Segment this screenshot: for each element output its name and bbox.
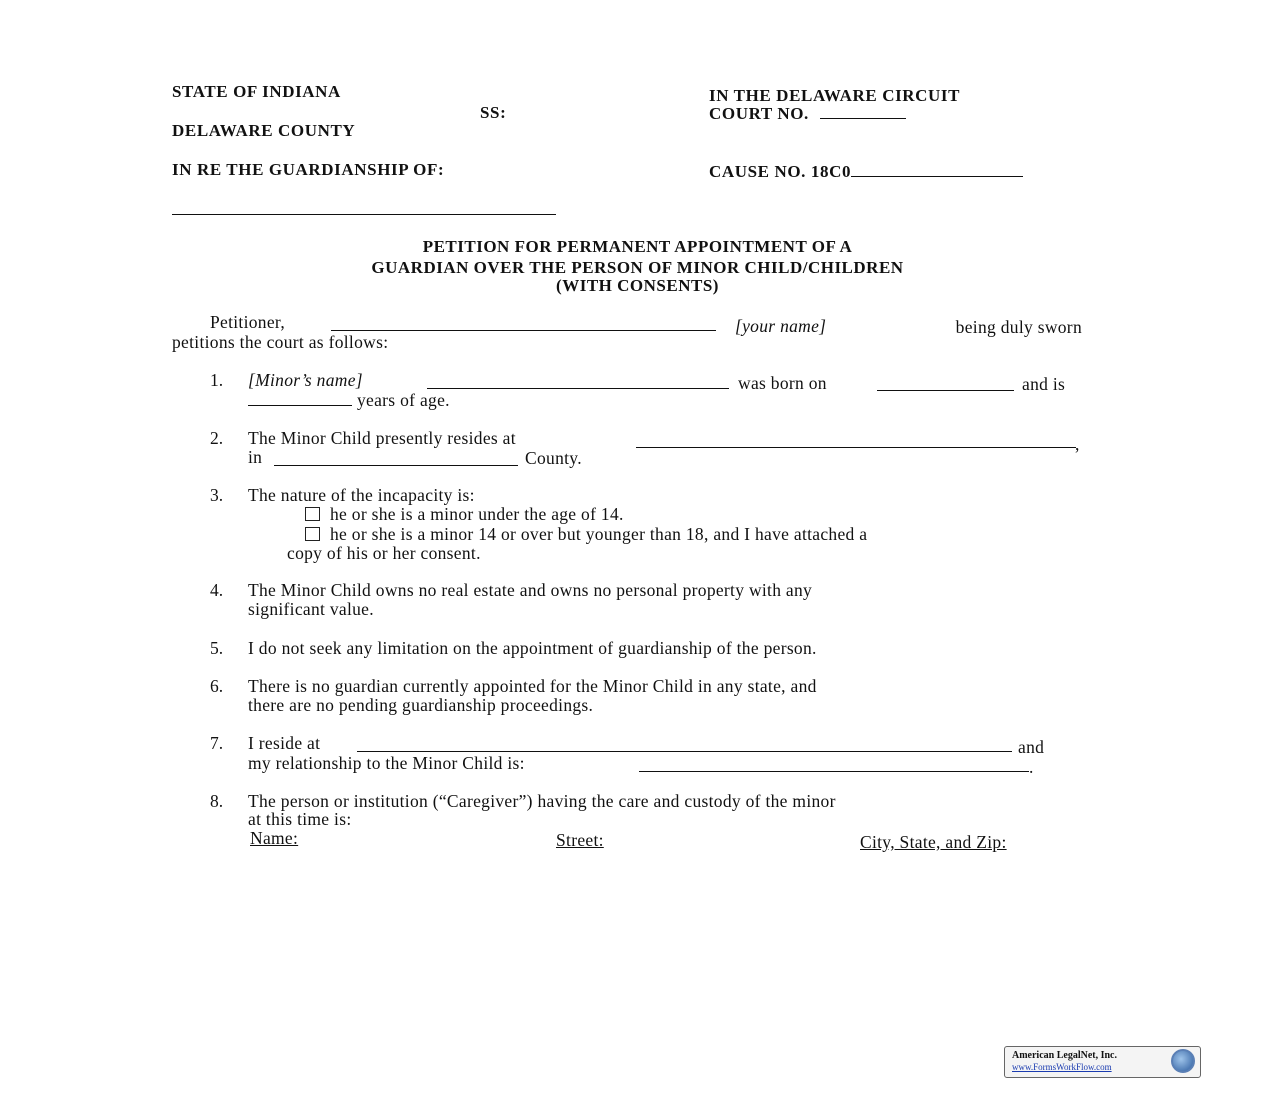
- item6-line1: There is no guardian currently appointed for the Minor Child in any state, and: [248, 676, 817, 696]
- american-legalnet-logo[interactable]: [1004, 1046, 1201, 1078]
- petitioner-address-field[interactable]: [357, 751, 1012, 752]
- guardianship-label: IN RE THE GUARDIANSHIP OF:: [172, 160, 445, 179]
- and-is-text: and is: [1022, 374, 1066, 394]
- doc-title-line1: PETITION FOR PERMANENT APPOINTMENT OF A: [422, 237, 853, 256]
- under-14-checkbox[interactable]: [305, 507, 320, 521]
- relationship-field[interactable]: [639, 771, 1029, 772]
- relationship-period: .: [1029, 757, 1034, 777]
- item2-number: 2.: [210, 428, 224, 448]
- court-number-field[interactable]: [820, 104, 906, 119]
- court-label: IN THE DELAWARE CIRCUIT: [709, 86, 961, 105]
- option-under-14: he or she is a minor under the age of 14.: [305, 504, 624, 525]
- item3-number: 3.: [210, 485, 224, 505]
- option-14-to-18: he or she is a minor 14 or over but younger than 18, and I have attached a: [305, 524, 867, 545]
- birth-date-field[interactable]: [877, 390, 1014, 391]
- petitioner-label: Petitioner,: [210, 312, 286, 332]
- incapacity-text: The nature of the incapacity is:: [248, 485, 475, 505]
- item8-number: 8.: [210, 791, 224, 811]
- consent-text: copy of his or her consent.: [287, 543, 481, 563]
- county-text: County.: [525, 448, 582, 468]
- county-label: DELAWARE COUNTY: [172, 121, 356, 140]
- court-number-label: COURT NO.: [709, 104, 906, 124]
- item6-line2: there are no pending guardianship proceedings.: [248, 695, 594, 715]
- and-text: and: [1018, 737, 1045, 757]
- petitioner-name-field[interactable]: [331, 330, 716, 331]
- reside-at-text: I reside at: [248, 733, 321, 753]
- age-field[interactable]: [248, 405, 352, 406]
- state-label: STATE OF INDIANA: [172, 82, 341, 101]
- residence-address-field[interactable]: [636, 447, 1076, 448]
- caregiver-city-header: City, State, and Zip:: [860, 832, 1007, 852]
- intro-line2: petitions the court as follows:: [172, 332, 389, 352]
- doc-title-line3: (WITH CONSENTS): [556, 276, 719, 295]
- cause-number-label: CAUSE NO. 18C0: [709, 162, 1023, 182]
- resides-at-text: The Minor Child presently resides at: [248, 428, 516, 448]
- item7-number: 7.: [210, 733, 224, 753]
- item5-line1: I do not seek any limitation on the appointment of guardianship of the person.: [248, 638, 817, 658]
- guardianship-name-field[interactable]: [172, 214, 556, 215]
- county-field[interactable]: [274, 465, 518, 466]
- minor-name-field[interactable]: [427, 388, 729, 389]
- your-name-hint: [your name]: [735, 316, 827, 336]
- cause-number-field[interactable]: [851, 162, 1023, 177]
- born-on-text: was born on: [738, 373, 827, 393]
- globe-icon: [1171, 1049, 1195, 1073]
- item6-number: 6.: [210, 676, 224, 696]
- item4-number: 4.: [210, 580, 224, 600]
- item1-number: 1.: [210, 370, 224, 390]
- item5-number: 5.: [210, 638, 224, 658]
- doc-title-line2: GUARDIAN OVER THE PERSON OF MINOR CHILD/CHILDREN: [371, 258, 904, 277]
- relationship-text: my relationship to the Minor Child is:: [248, 753, 525, 773]
- ss-label: SS:: [480, 103, 507, 122]
- item4-line2: significant value.: [248, 599, 374, 619]
- duly-sworn-text: being duly sworn: [955, 317, 1082, 337]
- over-14-checkbox[interactable]: [305, 527, 320, 541]
- minor-name-hint: [Minor’s name]: [248, 370, 363, 390]
- item8-line2: at this time is:: [248, 809, 352, 829]
- item8-line1: The person or institution (“Caregiver”) having the care and custody of the minor: [248, 791, 836, 811]
- years-of-age-text: years of age.: [357, 390, 450, 410]
- residence-comma: ,: [1075, 434, 1080, 454]
- in-text: in: [248, 447, 263, 467]
- item4-line1: The Minor Child owns no real estate and owns no personal property with any: [248, 580, 813, 600]
- logo-company: American LegalNet, Inc.: [1012, 1050, 1117, 1061]
- caregiver-name-header: Name:: [250, 828, 299, 848]
- logo-url[interactable]: www.FormsWorkFlow.com: [1012, 1062, 1112, 1072]
- caregiver-street-header: Street:: [556, 830, 604, 850]
